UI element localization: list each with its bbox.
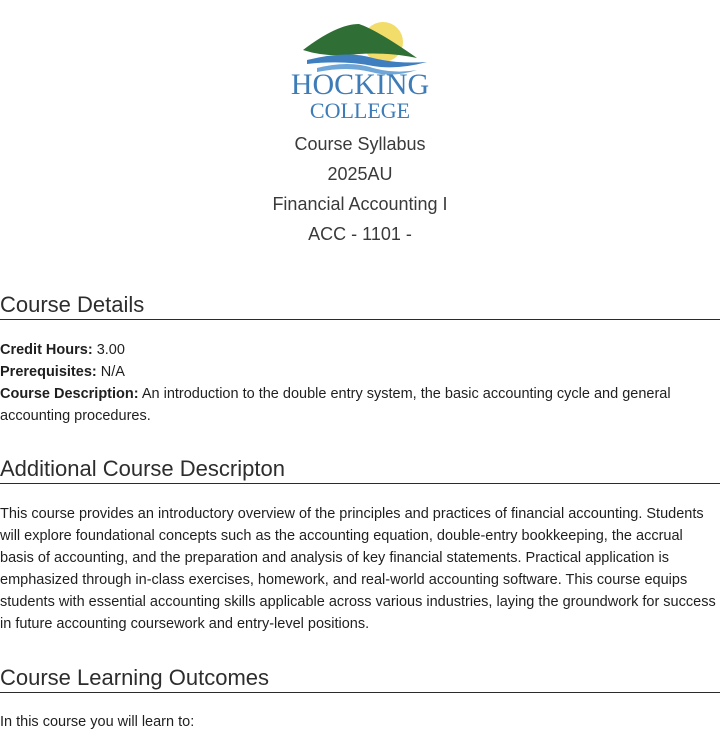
credit-hours-label: Credit Hours: [0,342,93,358]
learning-outcomes-heading: Course Learning Outcomes [0,664,720,693]
syllabus-title: Course Syllabus [294,134,426,154]
course-description [0,383,720,427]
prerequisites-label: Prerequisites: [0,364,97,380]
credit-hours-value: 3.00 [96,342,125,358]
prerequisites-value: N/A [100,364,125,380]
additional-description-text: This course provides an introductory overview of the principles and practices of financial accounting. Students will explore foundational concepts such as the accounting equation, double-entry bookkeeping, the accrual basis of accounting, and the preparation and analysis of key financial statements. Practical application is emphasized through in-class exercises, homework, and real-world accounting software. This course equips students with essential accounting skills applicable across various industries, laying the groundwork for success in future accounting coursework and entry-level positions. [0,506,716,632]
logo-text-hocking: HOCKING [290,68,430,101]
course-code: ACC - 1101 - [308,224,412,244]
course-name: Financial Accounting I [272,194,448,214]
prerequisites [0,361,720,383]
term: 2025AU [327,164,393,184]
logo-text-college: COLLEGE [309,98,411,123]
additional-description-heading: Additional Course Descripton [0,455,720,484]
course-description-label: Course Description: [0,386,139,402]
course-description-value: An introduction to the double entry system, the basic accounting cycle and general accounting procedures. [0,386,671,424]
course-details-heading: Course Details [0,291,720,320]
college-logo [277,14,443,124]
learning-outcomes-intro: In this course you will learn to: [0,714,195,730]
credit-hours [0,339,720,361]
